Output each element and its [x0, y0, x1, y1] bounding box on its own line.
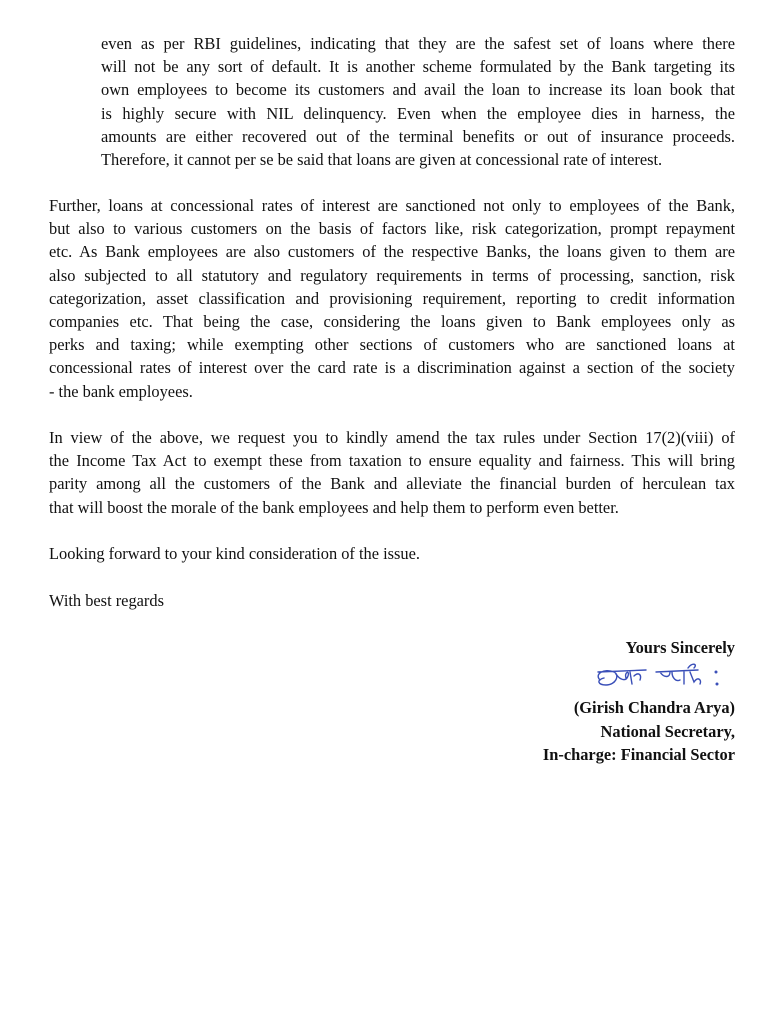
text-line: companies etc. That being the case, considering the loans given to Bank employees only as [49, 312, 735, 332]
handwritten-signature [590, 660, 740, 694]
text-line: categorization, asset classification and provisioning requirement, reporting to credit information [49, 288, 735, 308]
signatory-role: In-charge: Financial Sector [542, 745, 735, 764]
text-line: In view of the above, we request you to kindly amend the tax rules under Section 17(2)(viii) of [49, 428, 735, 447]
paragraph-request [49, 426, 735, 519]
text-line: With best regards [49, 591, 164, 610]
text-line: parity among all the customers of the Bank and alleviate the financial burden of herculean tax [49, 474, 735, 494]
text-line: perks and taxing; while exempting other sections of customers who are sanctioned loans at [49, 335, 735, 355]
text-line: own employees to become its customers and avail the loan to increase its loan book that [101, 80, 735, 100]
text-line: concessional rates of interest over the card rate is a discrimination against a section of the society [49, 358, 735, 378]
signatory-title: National Secretary, [600, 721, 735, 741]
text-line: Therefore, it cannot per se be said that loans are given at concessional rate of interest. [101, 150, 663, 170]
paragraph-looking-forward [49, 542, 420, 565]
text-line: also subjected to all statutory and regulatory requirements in terms of processing, sanction, risk [49, 265, 735, 285]
text-line: will not be any sort of default. It is another scheme formulated by the Bank targeting its [101, 57, 735, 77]
signatory-block [543, 696, 735, 767]
paragraph-rbi-guidelines [101, 32, 735, 171]
text-line: Looking forward to your kind consideration of the issue. [49, 544, 420, 563]
paragraph-concessional-loans [49, 194, 735, 403]
text-line: etc. As Bank employees are also customers of the respective Banks, the loans given to them are [49, 242, 735, 262]
signature-strokes [598, 664, 718, 685]
text-line: the Income Tax Act to exempt these from taxation to ensure equality and fairness. This will bring [49, 451, 735, 471]
text-line: is highly secure with NIL delinquency. Even when the employee dies in harness, the [101, 103, 735, 123]
text-line: amounts are either recovered out of the terminal benefits or out of insurance proceeds. [101, 126, 735, 146]
text-line: but also to various customers on the basis of factors like, risk categorization, prompt repayment [49, 219, 735, 239]
text-line: Further, loans at concessional rates of interest are sanctioned not only to employees of the Bank, [49, 196, 735, 215]
text-line: that will boost the morale of the bank employees and help them to perform even better. [49, 497, 619, 517]
paragraph-regards [49, 589, 164, 612]
text-line: even as per RBI guidelines, indicating that they are the safest set of loans where there [101, 34, 735, 53]
text-line: - the bank employees. [49, 381, 193, 401]
closing: Yours Sincerely [625, 638, 735, 657]
signatory-name: (Girish Chandra Arya) [573, 698, 735, 717]
